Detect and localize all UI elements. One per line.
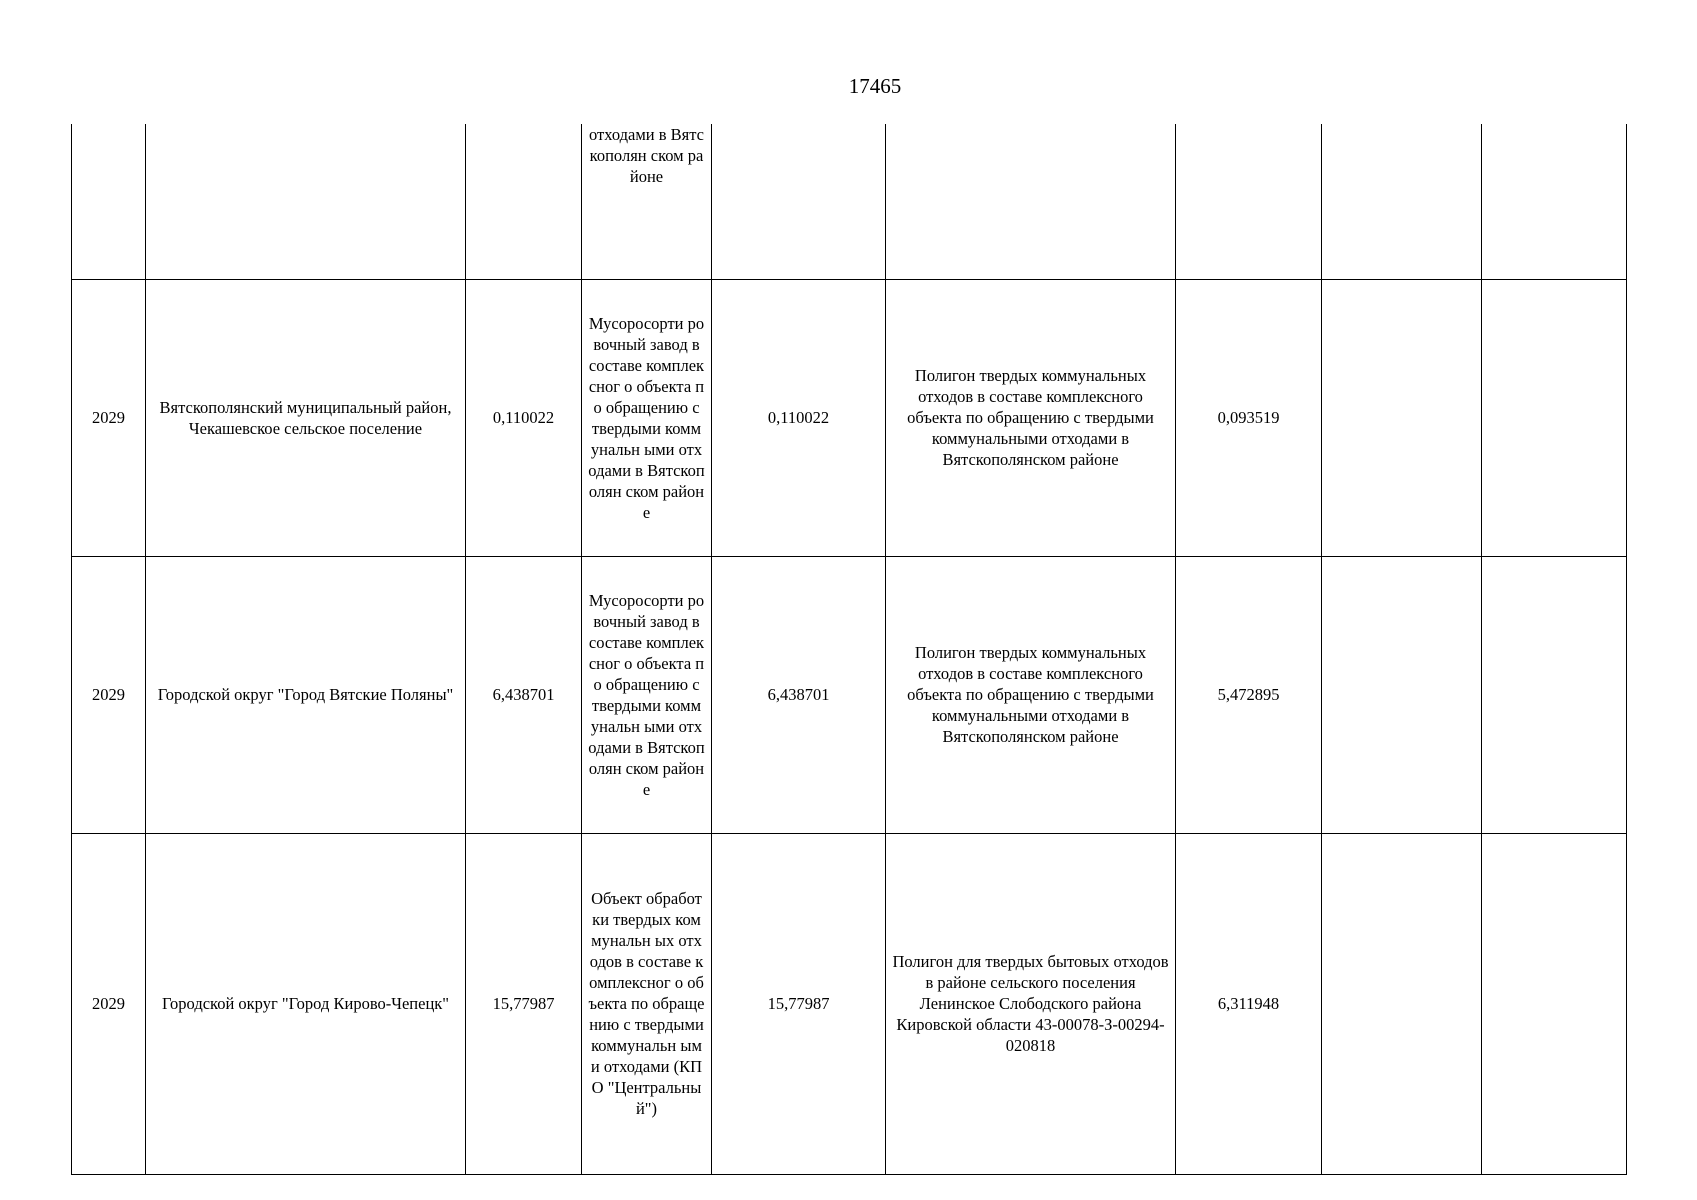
territory-cell: Вятскополянский муниципальный район, Чекашевское сельское поселение xyxy=(146,279,466,556)
empty-cell xyxy=(1482,124,1627,279)
territory-cell xyxy=(146,124,466,279)
mass-cell xyxy=(712,124,886,279)
empty-cell xyxy=(1322,279,1482,556)
table-row xyxy=(72,124,1627,279)
empty-cell xyxy=(1482,279,1627,556)
facility-text: Объект обработки твердых коммунальн ых отходов в составе комплексног о объекта по обращению с твердыми коммунальн ыми отходами (КПО "Центральны й") xyxy=(588,889,705,1118)
empty-cell xyxy=(1322,556,1482,833)
mass-cell: 15,77987 xyxy=(712,833,886,1174)
mass-cell: 15,77987 xyxy=(466,833,582,1174)
empty-cell xyxy=(1322,124,1482,279)
facility-cell xyxy=(582,556,712,833)
year-cell xyxy=(72,124,146,279)
facility-text: Мусоросорти ровочный завод в составе комплексног о объекта по обращению с твердыми коммунальн ыми отходами в Вятскополян ском районе xyxy=(588,313,705,522)
mass-cell: 6,438701 xyxy=(466,556,582,833)
mass-cell: 6,311948 xyxy=(1176,833,1322,1174)
mass-cell: 0,110022 xyxy=(712,279,886,556)
territory-cell: Городской округ "Город Вятские Поляны" xyxy=(146,556,466,833)
destination-cell xyxy=(886,124,1176,279)
facility-cell xyxy=(582,833,712,1174)
mass-cell: 6,438701 xyxy=(712,556,886,833)
destination-cell: Полигон для твердых бытовых отходов в районе сельского поселения Ленинское Слободского района Кировской области 43-00078-З-00294-020818 xyxy=(886,833,1176,1174)
empty-cell xyxy=(1482,556,1627,833)
destination-cell: Полигон твердых коммунальных отходов в составе комплексного объекта по обращению с твердыми коммунальными отходами в Вятскополянском районе xyxy=(886,279,1176,556)
year-cell: 2029 xyxy=(72,279,146,556)
page-number: 17465 xyxy=(848,74,902,98)
empty-cell xyxy=(1322,833,1482,1174)
empty-cell xyxy=(1482,833,1627,1174)
year-cell: 2029 xyxy=(72,833,146,1174)
facility-text: отходами в Вятскополян ском районе xyxy=(588,125,704,186)
table-row xyxy=(72,556,1627,833)
mass-cell: 0,110022 xyxy=(466,279,582,556)
mass-cell xyxy=(466,124,582,279)
waste-flow-table xyxy=(71,124,1627,1175)
year-cell: 2029 xyxy=(72,556,146,833)
table-row xyxy=(72,833,1627,1174)
mass-cell: 5,472895 xyxy=(1176,556,1322,833)
facility-cell xyxy=(582,279,712,556)
table-row xyxy=(72,279,1627,556)
territory-cell: Городской округ "Город Кирово-Чепецк" xyxy=(146,833,466,1174)
mass-cell xyxy=(1176,124,1322,279)
facility-cell xyxy=(582,124,712,279)
destination-cell: Полигон твердых коммунальных отходов в составе комплексного объекта по обращению с твердыми коммунальными отходами в Вятскополянском районе xyxy=(886,556,1176,833)
facility-text: Мусоросорти ровочный завод в составе комплексног о объекта по обращению с твердыми коммунальн ыми отходами в Вятскополян ском районе xyxy=(588,590,705,799)
mass-cell: 0,093519 xyxy=(1176,279,1322,556)
